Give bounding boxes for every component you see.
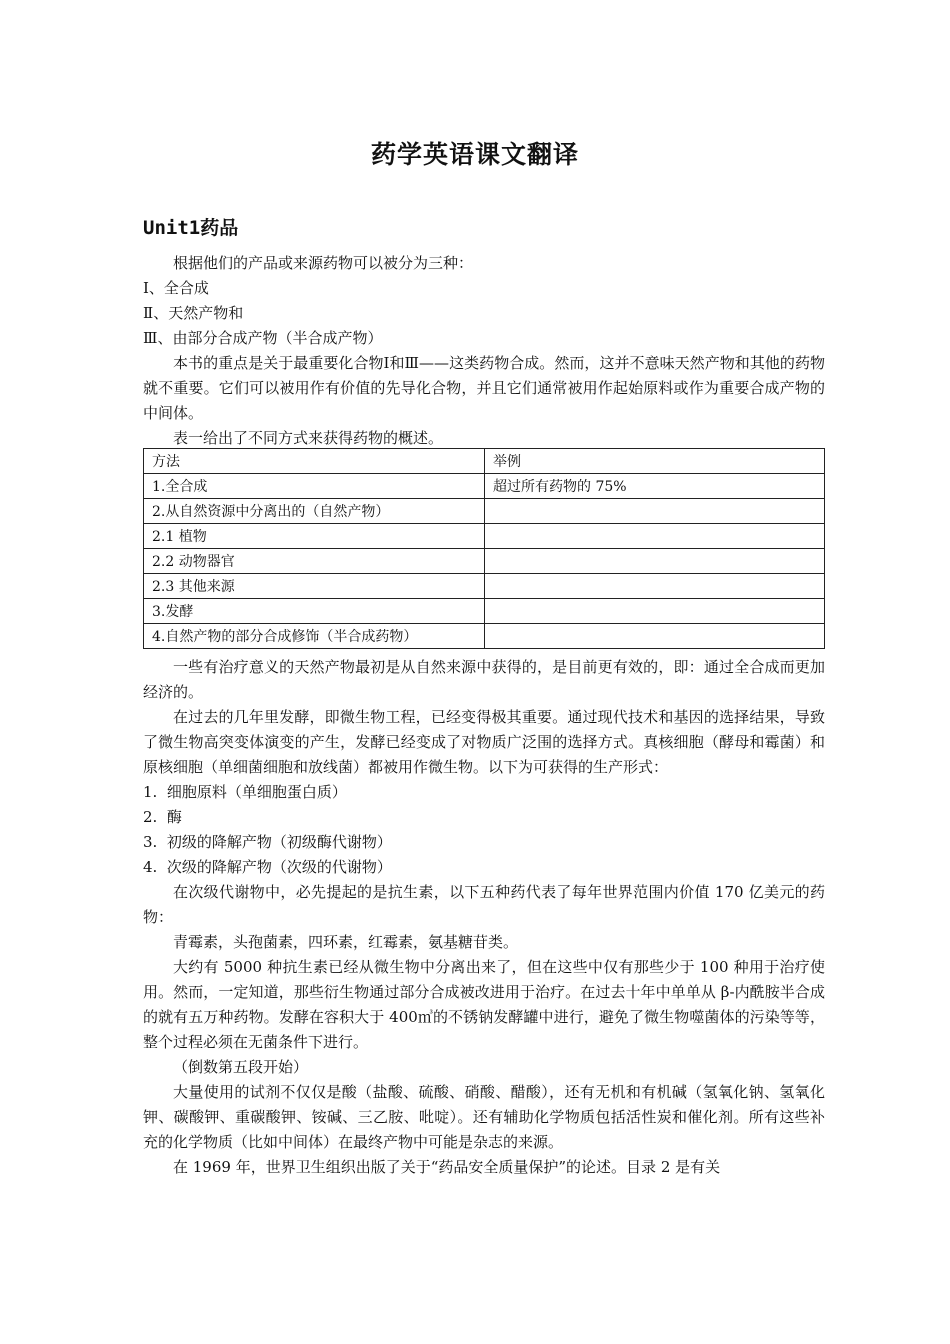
table-cell (485, 499, 825, 524)
table-cell (485, 524, 825, 549)
unit-heading (143, 213, 238, 240)
table-row (144, 549, 825, 574)
category-item: Ⅱ、天然产物和 (143, 304, 244, 322)
methods-table (143, 448, 825, 649)
unit-code: Unit1 (143, 217, 201, 239)
paragraph: 在过去的几年里发酵，即微生物工程，已经变得极其重要。通过现代技术和基因的选择结果，导致了微生物高突变体演变的产生，发酵已经变成了对物质广泛围的选择方式。真核细胞（酵母和霉菌）和原核细胞（单细菌细胞和放线菌）都被用作微生物。以下为可获得的生产形式： (143, 708, 825, 776)
unit-name: 药品 (200, 217, 239, 239)
paragraph: 大约有 5000 种抗生素已经从微生物中分离出来了，但在这些中仅有那些少于 100 种用于治疗使用。然而，一定知道，那些衍生物通过部分合成被改进用于治疗。在过去十年中单单从 β-内酰胺半合成的就有五万种药物。发酵在容积大于 400㎥的不锈钠发酵罐中进行，避免了微生物噬菌体的污染等等，整个过程必须在无菌条件下进行。 (143, 958, 825, 1051)
table-row (144, 624, 825, 649)
body-section (143, 655, 825, 1180)
category-item: Ⅲ、由部分合成产物（半合成产物） (143, 329, 383, 347)
table-cell (485, 574, 825, 599)
paragraph: 大量使用的试剂不仅仅是酸（盐酸、硫酸、硝酸、醋酸），还有无机和有机碱（氢氧化钠、氢氧化钾、碳酸钾、重碳酸钾、铵碱、三乙胺、吡啶）。还有辅助化学物质包括活性炭和催化剂。所有这些补充的化学物质（比如中间体）在最终产物中可能是杂志的来源。 (143, 1083, 825, 1151)
table-cell (485, 549, 825, 574)
table-cell: 2.2 动物器官 (144, 549, 485, 574)
table-cell (485, 599, 825, 624)
paragraph: 在 1969 年，世界卫生组织出版了关于“药品安全质量保护”的论述。目录 2 是有关 (173, 1158, 721, 1176)
table-header-cell: 方法 (144, 449, 485, 474)
table-row (144, 499, 825, 524)
paragraph: 青霉素，头孢菌素，四环素，红霉素，氨基糖苷类。 (173, 933, 519, 951)
paragraph: 本书的重点是关于最重要化合物Ⅰ和Ⅲ——这类药物合成。然而，这并不意味天然产物和其他的药物就不重要。它们可以被用作有价值的先导化合物，并且它们通常被用作起始原料或作为重要合成产物的中间体。 (143, 354, 825, 422)
table-cell: 超过所有药物的 75% (485, 474, 825, 499)
list-item: 1. 细胞原料（单细胞蛋白质） (143, 783, 347, 801)
paragraph-note: （倒数第五段开始） (173, 1058, 309, 1076)
table-row (144, 524, 825, 549)
table-row (144, 599, 825, 624)
table-cell (485, 624, 825, 649)
table-cell: 2.3 其他来源 (144, 574, 485, 599)
table-cell: 1.全合成 (144, 474, 485, 499)
table-row (144, 574, 825, 599)
table-row (144, 474, 825, 499)
page-title: 药学英语课文翻译 (370, 140, 579, 169)
list-item: 3. 初级的降解产物（初级酶代谢物） (143, 833, 392, 851)
list-item: 4. 次级的降解产物（次级的代谢物） (143, 858, 392, 876)
paragraph: 一些有治疗意义的天然产物最初是从自然来源中获得的，是目前更有效的，即：通过全合成而更加经济的。 (143, 658, 825, 701)
table-cell: 2.从自然资源中分离出的（自然产物） (144, 499, 485, 524)
paragraph: 在次级代谢物中，必先提起的是抗生素，以下五种药代表了每年世界范围内价值 170 亿美元的药物： (143, 883, 825, 926)
intro-section (143, 251, 825, 451)
paragraph: 表一给出了不同方式来获得药物的概述。 (173, 429, 444, 447)
intro-lead: 根据他们的产品或来源药物可以被分为三种： (173, 254, 474, 272)
list-item: 2. 酶 (143, 808, 182, 826)
category-item: Ⅰ、全合成 (143, 279, 209, 297)
table-cell: 4.自然产物的部分合成修饰（半合成药物） (144, 624, 485, 649)
table-header-row (144, 449, 825, 474)
table-cell: 3.发酵 (144, 599, 485, 624)
table-header-cell: 举例 (485, 449, 825, 474)
table-cell: 2.1 植物 (144, 524, 485, 549)
